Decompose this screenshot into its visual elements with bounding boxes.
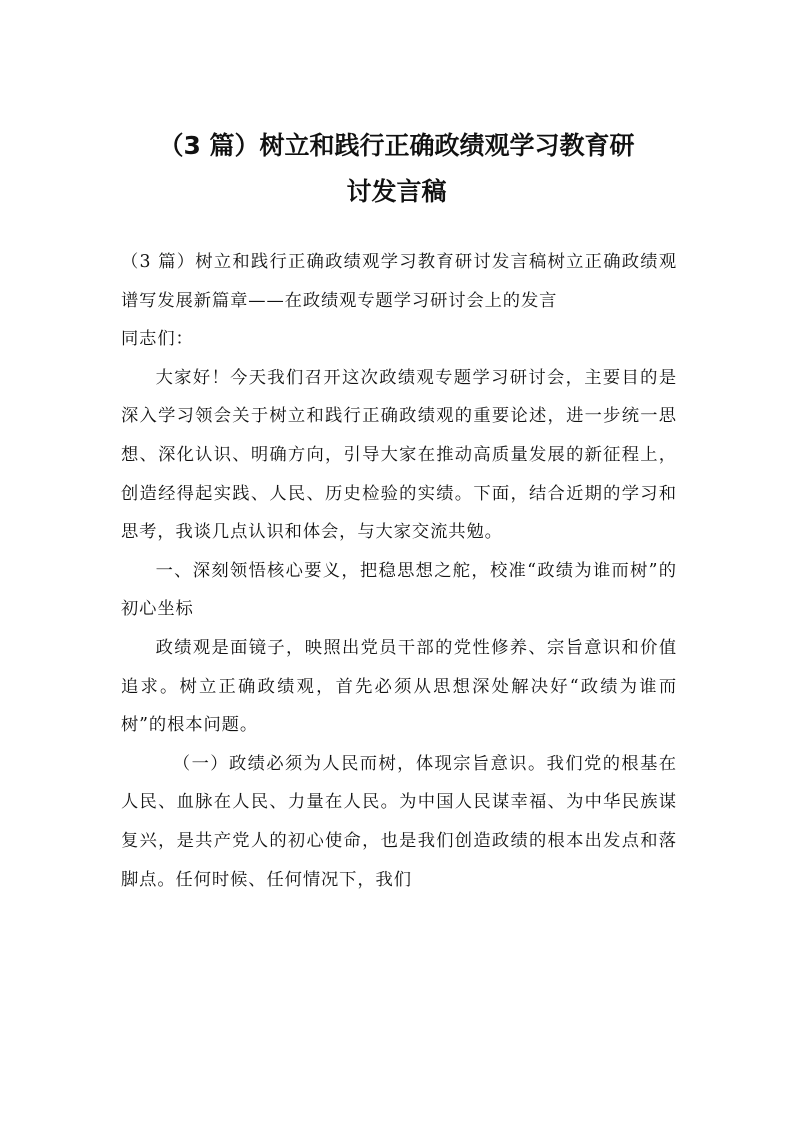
document-body (121, 243, 677, 899)
document-title-line-1: （3 篇）树立和践行正确政绩观学习教育研 (158, 131, 635, 160)
subsection-paragraph: （一）政绩必须为人民而树，体现宗旨意识。我们党的根基在人民、血脉在人民、力量在人民。为中国人民谋幸福、为中华民族谋复兴，是共产党人的初心使命，也是我们创造政绩的根本出发点和落脚点。任何时候、任何情况下，我们 (121, 753, 677, 890)
opening-paragraph: 大家好！今天我们召开这次政绩观专题学习研讨会，主要目的是深入学习领会关于树立和践行正确政绩观的重要论述，进一步统一思想、深化认识、明确方向，引导大家在推动高质量发展的新征程上，创造经得起实践、人民、历史检验的实绩。下面，结合近期的学习和思考，我谈几点认识和体会，与大家交流共勉。 (121, 367, 677, 543)
section-heading: 一、深刻领悟核心要义，把稳思想之舵，校准“政绩为谁而树”的初心坐标 (121, 560, 677, 620)
intro-paragraph: （3 篇）树立和践行正确政绩观学习教育研讨发言稿树立正确政绩观谱写发展新篇章——在政绩观专题学习研讨会上的发言 (121, 252, 677, 311)
body-paragraph: 政绩观是面镜子，映照出党员干部的党性修养、宗旨意识和价值追求。树立正确政绩观，首先必须从思想深处解决好“政绩为谁而树”的根本问题。 (121, 637, 677, 736)
salutation: 同志们： (121, 329, 194, 350)
document-title-line-2: 讨发言稿 (346, 177, 447, 206)
